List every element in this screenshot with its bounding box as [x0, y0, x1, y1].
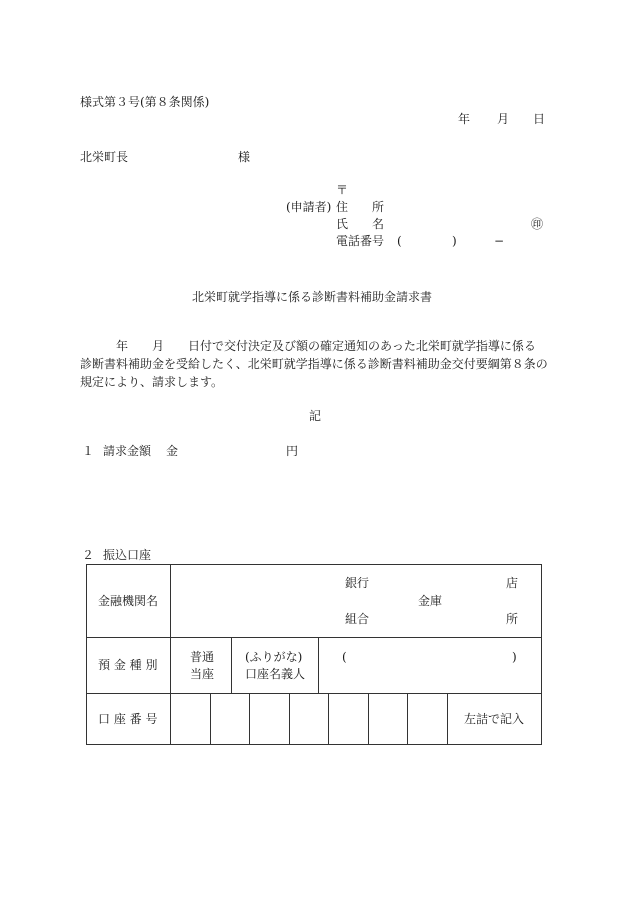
futsu-option: 普通 — [190, 650, 215, 664]
applicant-role-label: (申請者) — [286, 200, 332, 214]
date-year: 年 — [458, 112, 471, 126]
toza-option: 当座 — [190, 667, 215, 681]
postal-mark: 〒 — [336, 183, 349, 197]
item1-yen: 円 — [286, 444, 299, 458]
phone-dash: − — [494, 234, 505, 248]
name-label-1: 氏 — [336, 217, 349, 231]
kumiai-label: 組合 — [345, 612, 370, 626]
date-month: 月 — [497, 112, 510, 126]
item2-number: ２ — [82, 548, 95, 562]
item2-label: 振込口座 — [103, 548, 152, 562]
phone-label: 電話番号 — [336, 234, 385, 248]
document-title: 北栄町就学指導に係る診断書料補助金請求書 — [192, 290, 433, 304]
holder-open-paren: ( — [342, 650, 347, 664]
addressee-honorific: 様 — [238, 150, 251, 164]
item1-number: １ — [82, 444, 95, 458]
phone-close-paren: ) — [452, 234, 457, 248]
kinko-label: 金庫 — [418, 594, 443, 608]
addressee-name: 北栄町長 — [80, 150, 129, 164]
body-line3: 規定により、請求します。 — [80, 375, 224, 389]
ki-mark: 記 — [309, 409, 322, 423]
bank-label: 銀行 — [345, 576, 370, 590]
holder-close-paren: ) — [512, 650, 517, 664]
address-label-2: 所 — [372, 200, 385, 214]
phone-open-paren: ( — [397, 234, 402, 248]
deposit-type-label: 預 金 種 別 — [98, 658, 158, 672]
seal-mark: ㊞ — [531, 217, 544, 231]
name-label-2: 名 — [372, 217, 385, 231]
body-month: 月 — [152, 339, 165, 353]
branch-sho-label: 所 — [506, 612, 519, 626]
body-line2: 診断書料補助金を受給したく、北栄町就学指導に係る診断書料補助金交付要綱第８条の — [80, 357, 548, 371]
institution-label: 金融機関名 — [98, 594, 159, 608]
item1-kin: 金 — [166, 444, 179, 458]
date-day: 日 — [533, 112, 546, 126]
account-number-label: 口 座 番 号 — [98, 712, 158, 726]
branch-ten-label: 店 — [506, 576, 519, 590]
account-holder-label: 口座名義人 — [245, 667, 306, 681]
item1-label: 請求金額 — [103, 444, 152, 458]
body-year: 年 — [116, 339, 129, 353]
form-number: 様式第３号(第８条関係) — [80, 95, 210, 109]
left-align-note: 左詰で記入 — [464, 712, 525, 726]
furigana-label: (ふりがな) — [245, 650, 303, 664]
address-label-1: 住 — [336, 200, 349, 214]
body-line1: 日付で交付決定及び額の確定通知のあった北栄町就学指導に係る — [188, 339, 536, 353]
